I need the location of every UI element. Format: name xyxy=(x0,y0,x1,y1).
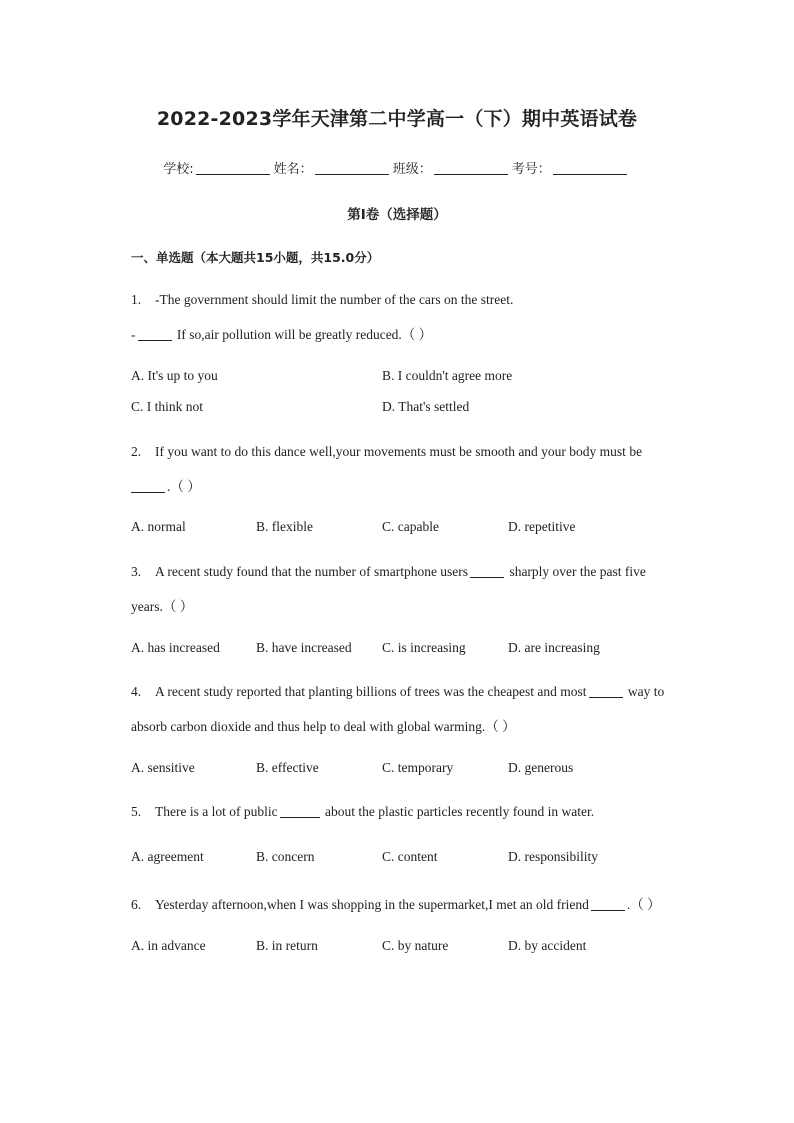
question-text: - xyxy=(131,327,136,342)
question-number: 4. xyxy=(131,684,142,699)
option-a[interactable]: A. It's up to you xyxy=(131,368,218,383)
question-6-line-1 xyxy=(131,893,661,913)
option-c[interactable]: C. is increasing xyxy=(382,640,466,655)
option-d[interactable]: D. by accident xyxy=(508,938,587,953)
class-label: 班级： xyxy=(392,162,432,177)
question-2-line-2 xyxy=(131,475,201,495)
option-c[interactable]: C. by nature xyxy=(382,938,449,953)
question-number: 6. xyxy=(131,897,142,912)
option-b[interactable]: B. I couldn't agree more xyxy=(382,368,513,383)
question-text: A recent study found that the number of smartphone users xyxy=(155,564,469,579)
exam-number-label: 考号： xyxy=(511,162,551,177)
question-3-line-2 xyxy=(131,595,193,615)
question-1-line-2 xyxy=(131,323,432,343)
question-text: -The government should limit the number of the cars on the street. xyxy=(155,292,514,307)
part-heading: 第I卷（选择题） xyxy=(347,207,447,223)
option-b[interactable]: B. concern xyxy=(256,849,315,864)
question-number: 2. xyxy=(131,444,142,459)
question-text: .（ ） xyxy=(626,897,661,912)
question-5-line-1 xyxy=(131,804,594,820)
option-a[interactable]: A. normal xyxy=(131,519,186,534)
question-4-line-1 xyxy=(131,684,664,700)
answer-blank xyxy=(280,805,320,818)
class-blank[interactable] xyxy=(434,162,508,175)
name-blank[interactable] xyxy=(315,162,389,175)
option-d[interactable]: D. are increasing xyxy=(508,640,600,655)
answer-blank xyxy=(591,898,625,911)
section-heading: 一、单选题（本大题共15小题，共15.0分） xyxy=(131,250,380,265)
option-c[interactable]: C. capable xyxy=(382,519,439,534)
answer-blank xyxy=(470,565,504,578)
question-text: A recent study reported that planting billions of trees was the cheapest and most xyxy=(155,684,587,699)
answer-blank xyxy=(589,685,623,698)
name-label: 姓名： xyxy=(273,162,313,177)
question-text: If you want to do this dance well,your movements must be smooth and your body must be xyxy=(155,444,643,459)
option-c[interactable]: C. I think not xyxy=(131,399,204,414)
option-b[interactable]: B. have increased xyxy=(256,640,352,655)
question-text: sharply over the past five xyxy=(506,564,646,579)
option-d[interactable]: D. responsibility xyxy=(508,849,598,864)
option-a[interactable]: A. agreement xyxy=(131,849,204,864)
question-number: 3. xyxy=(131,564,142,579)
school-blank[interactable] xyxy=(196,162,270,175)
page-title: 2022-2023学年天津第二中学高一（下）期中英语试卷 xyxy=(156,108,638,130)
option-b[interactable]: B. flexible xyxy=(256,519,313,534)
question-text: way to xyxy=(624,684,665,699)
exam-number-blank[interactable] xyxy=(553,162,627,175)
answer-blank xyxy=(138,328,172,341)
option-d[interactable]: D. That's settled xyxy=(382,399,470,414)
option-d[interactable]: D. repetitive xyxy=(508,519,576,534)
option-a[interactable]: A. sensitive xyxy=(131,760,195,775)
question-text: There is a lot of public xyxy=(155,804,278,819)
option-d[interactable]: D. generous xyxy=(508,760,574,775)
question-text: years.（ ） xyxy=(131,599,194,614)
question-text: If so,air pollution will be greatly reduced.（ ） xyxy=(173,327,433,342)
question-text: absorb carbon dioxide and thus help to deal with global warming.（ ） xyxy=(131,719,516,734)
option-b[interactable]: B. effective xyxy=(256,760,319,775)
school-label: 学校: xyxy=(163,162,194,177)
student-info-row xyxy=(0,158,794,177)
question-2-line-1 xyxy=(131,444,642,460)
question-3-line-1 xyxy=(131,564,646,580)
option-c[interactable]: C. content xyxy=(382,849,438,864)
question-4-line-2 xyxy=(131,715,516,735)
question-number: 1. xyxy=(131,292,142,307)
option-a[interactable]: A. has increased xyxy=(131,640,220,655)
question-text: Yesterday afternoon,when I was shopping in the supermarket,I met an old friend xyxy=(155,897,589,912)
option-c[interactable]: C. temporary xyxy=(382,760,454,775)
question-text: .（ ） xyxy=(167,479,201,494)
question-text: about the plastic particles recently found in water. xyxy=(321,804,595,819)
option-b[interactable]: B. in return xyxy=(256,938,318,953)
option-a[interactable]: A. in advance xyxy=(131,938,206,953)
answer-blank xyxy=(131,480,165,493)
question-number: 5. xyxy=(131,804,142,819)
question-1-line-1 xyxy=(131,292,513,308)
